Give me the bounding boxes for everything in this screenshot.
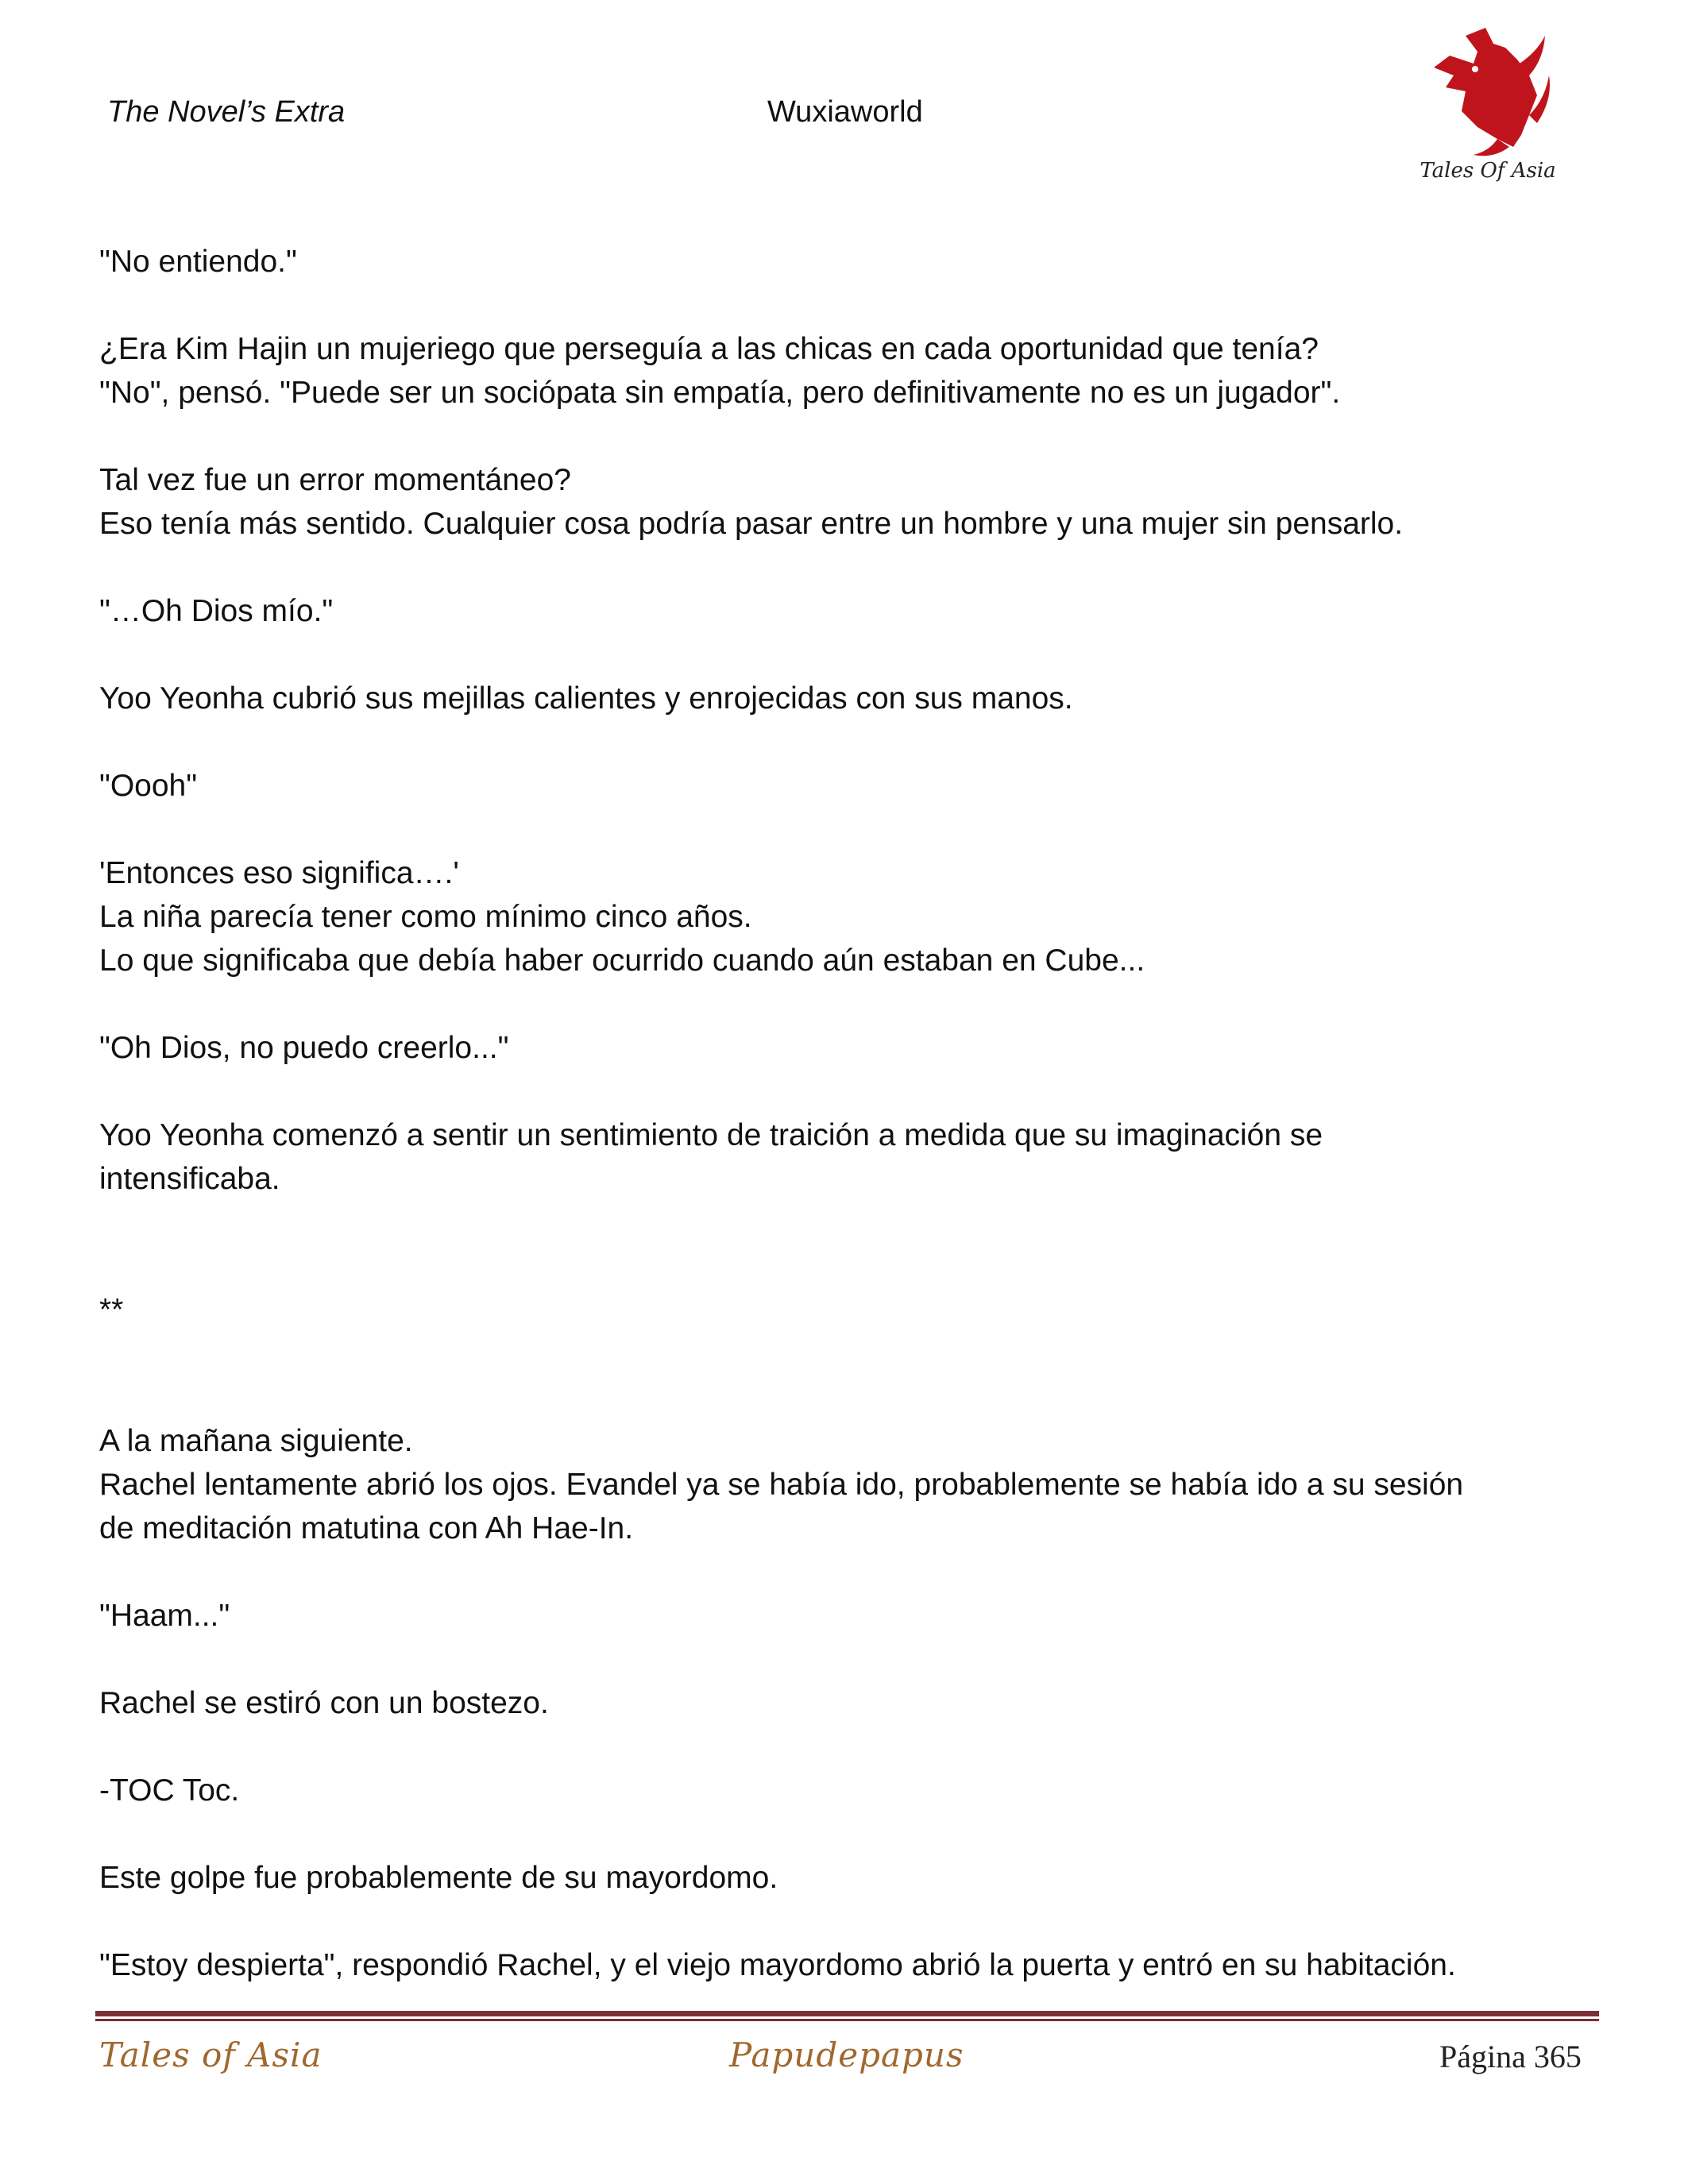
paragraph-line: Eso tenía más sentido. Cualquier cosa podría pasar entre un hombre y una mujer sin pensarlo. (99, 507, 1404, 541)
logo-text: Tales Of Asia (1420, 159, 1556, 183)
paragraph-line (99, 633, 1593, 677)
paragraph-line (99, 1900, 1593, 1943)
paragraph-line (99, 1550, 1593, 1594)
paragraph-line (99, 982, 1593, 1026)
paragraph-line: "Haam..." (99, 1599, 230, 1633)
paragraph-line: "Oh Dios, no puedo creerlo..." (99, 1031, 509, 1065)
paragraph-line: Este golpe fue probablemente de su mayordomo. (99, 1861, 778, 1895)
footer-page-number: Página 365 (1439, 2039, 1582, 2074)
footer-left-text: Tales of Asia (99, 2035, 323, 2074)
header-site-name: Wuxiaworld (767, 95, 923, 129)
paragraph-line: -TOC Toc. (99, 1773, 240, 1808)
paragraph-line: Rachel se estiró con un bostezo. (99, 1686, 549, 1720)
paragraph-line: "Estoy despierta", respondió Rachel, y el viejo mayordomo abrió la puerta y entró en su habitación. (99, 1948, 1456, 1982)
paragraph-line: Yoo Yeonha cubrió sus mejillas calientes y enrojecidas con sus manos. (99, 681, 1073, 716)
paragraph-line (99, 415, 1593, 458)
paragraph-line: ¿Era Kim Hajin un mujeriego que perseguía a las chicas en cada oportunidad que tenía? (99, 332, 1319, 366)
paragraph-line: "Oooh" (99, 769, 198, 803)
header-book-title: The Novel’s Extra (107, 95, 346, 129)
paragraph-line: A la mañana siguiente. (99, 1424, 413, 1458)
paragraph-line: Tal vez fue un error momentáneo? (99, 463, 571, 497)
paragraph-line (99, 1244, 1593, 1288)
paragraph-line (99, 1070, 1593, 1113)
paragraph-line: 'Entonces eso significa….' (99, 856, 459, 890)
paragraph-line (99, 1812, 1593, 1856)
document-body (99, 240, 1593, 1987)
red-dragon-logo-icon (1418, 20, 1561, 187)
paragraph-line: Rachel lentamente abrió los ojos. Evandel ya se había ido, probablemente se había ido a su sesión (99, 1468, 1464, 1502)
paragraph-line (99, 808, 1593, 851)
footer-rule-thick (95, 2011, 1599, 2016)
footer-center-text: Papudepapus (729, 2035, 964, 2074)
paragraph-line (99, 1725, 1593, 1769)
footer-rule-thin (95, 2019, 1599, 2021)
paragraph-line: ** (99, 1293, 124, 1327)
paragraph-line: "…Oh Dios mío." (99, 594, 334, 628)
paragraph-line: La niña parecía tener como mínimo cinco años. (99, 900, 752, 934)
paragraph-line: intensificaba. (99, 1162, 280, 1196)
paragraph-line (99, 720, 1593, 764)
paragraph-line (99, 546, 1593, 589)
paragraph-line (99, 284, 1593, 327)
paragraph-line (99, 1332, 1593, 1376)
paragraph-line: Lo que significaba que debía haber ocurrido cuando aún estaban en Cube... (99, 943, 1145, 978)
paragraph-line: Yoo Yeonha comenzó a sentir un sentimiento de traición a medida que su imaginación se (99, 1118, 1323, 1152)
paragraph-line (99, 1376, 1593, 1419)
paragraph-line: "No entiendo." (99, 245, 297, 279)
paragraph-line (99, 1201, 1593, 1244)
paragraph-line (99, 1638, 1593, 1681)
paragraph-line: "No", pensó. "Puede ser un sociópata sin empatía, pero definitivamente no es un jugador". (99, 376, 1341, 410)
paragraph-line: de meditación matutina con Ah Hae-In. (99, 1511, 634, 1545)
